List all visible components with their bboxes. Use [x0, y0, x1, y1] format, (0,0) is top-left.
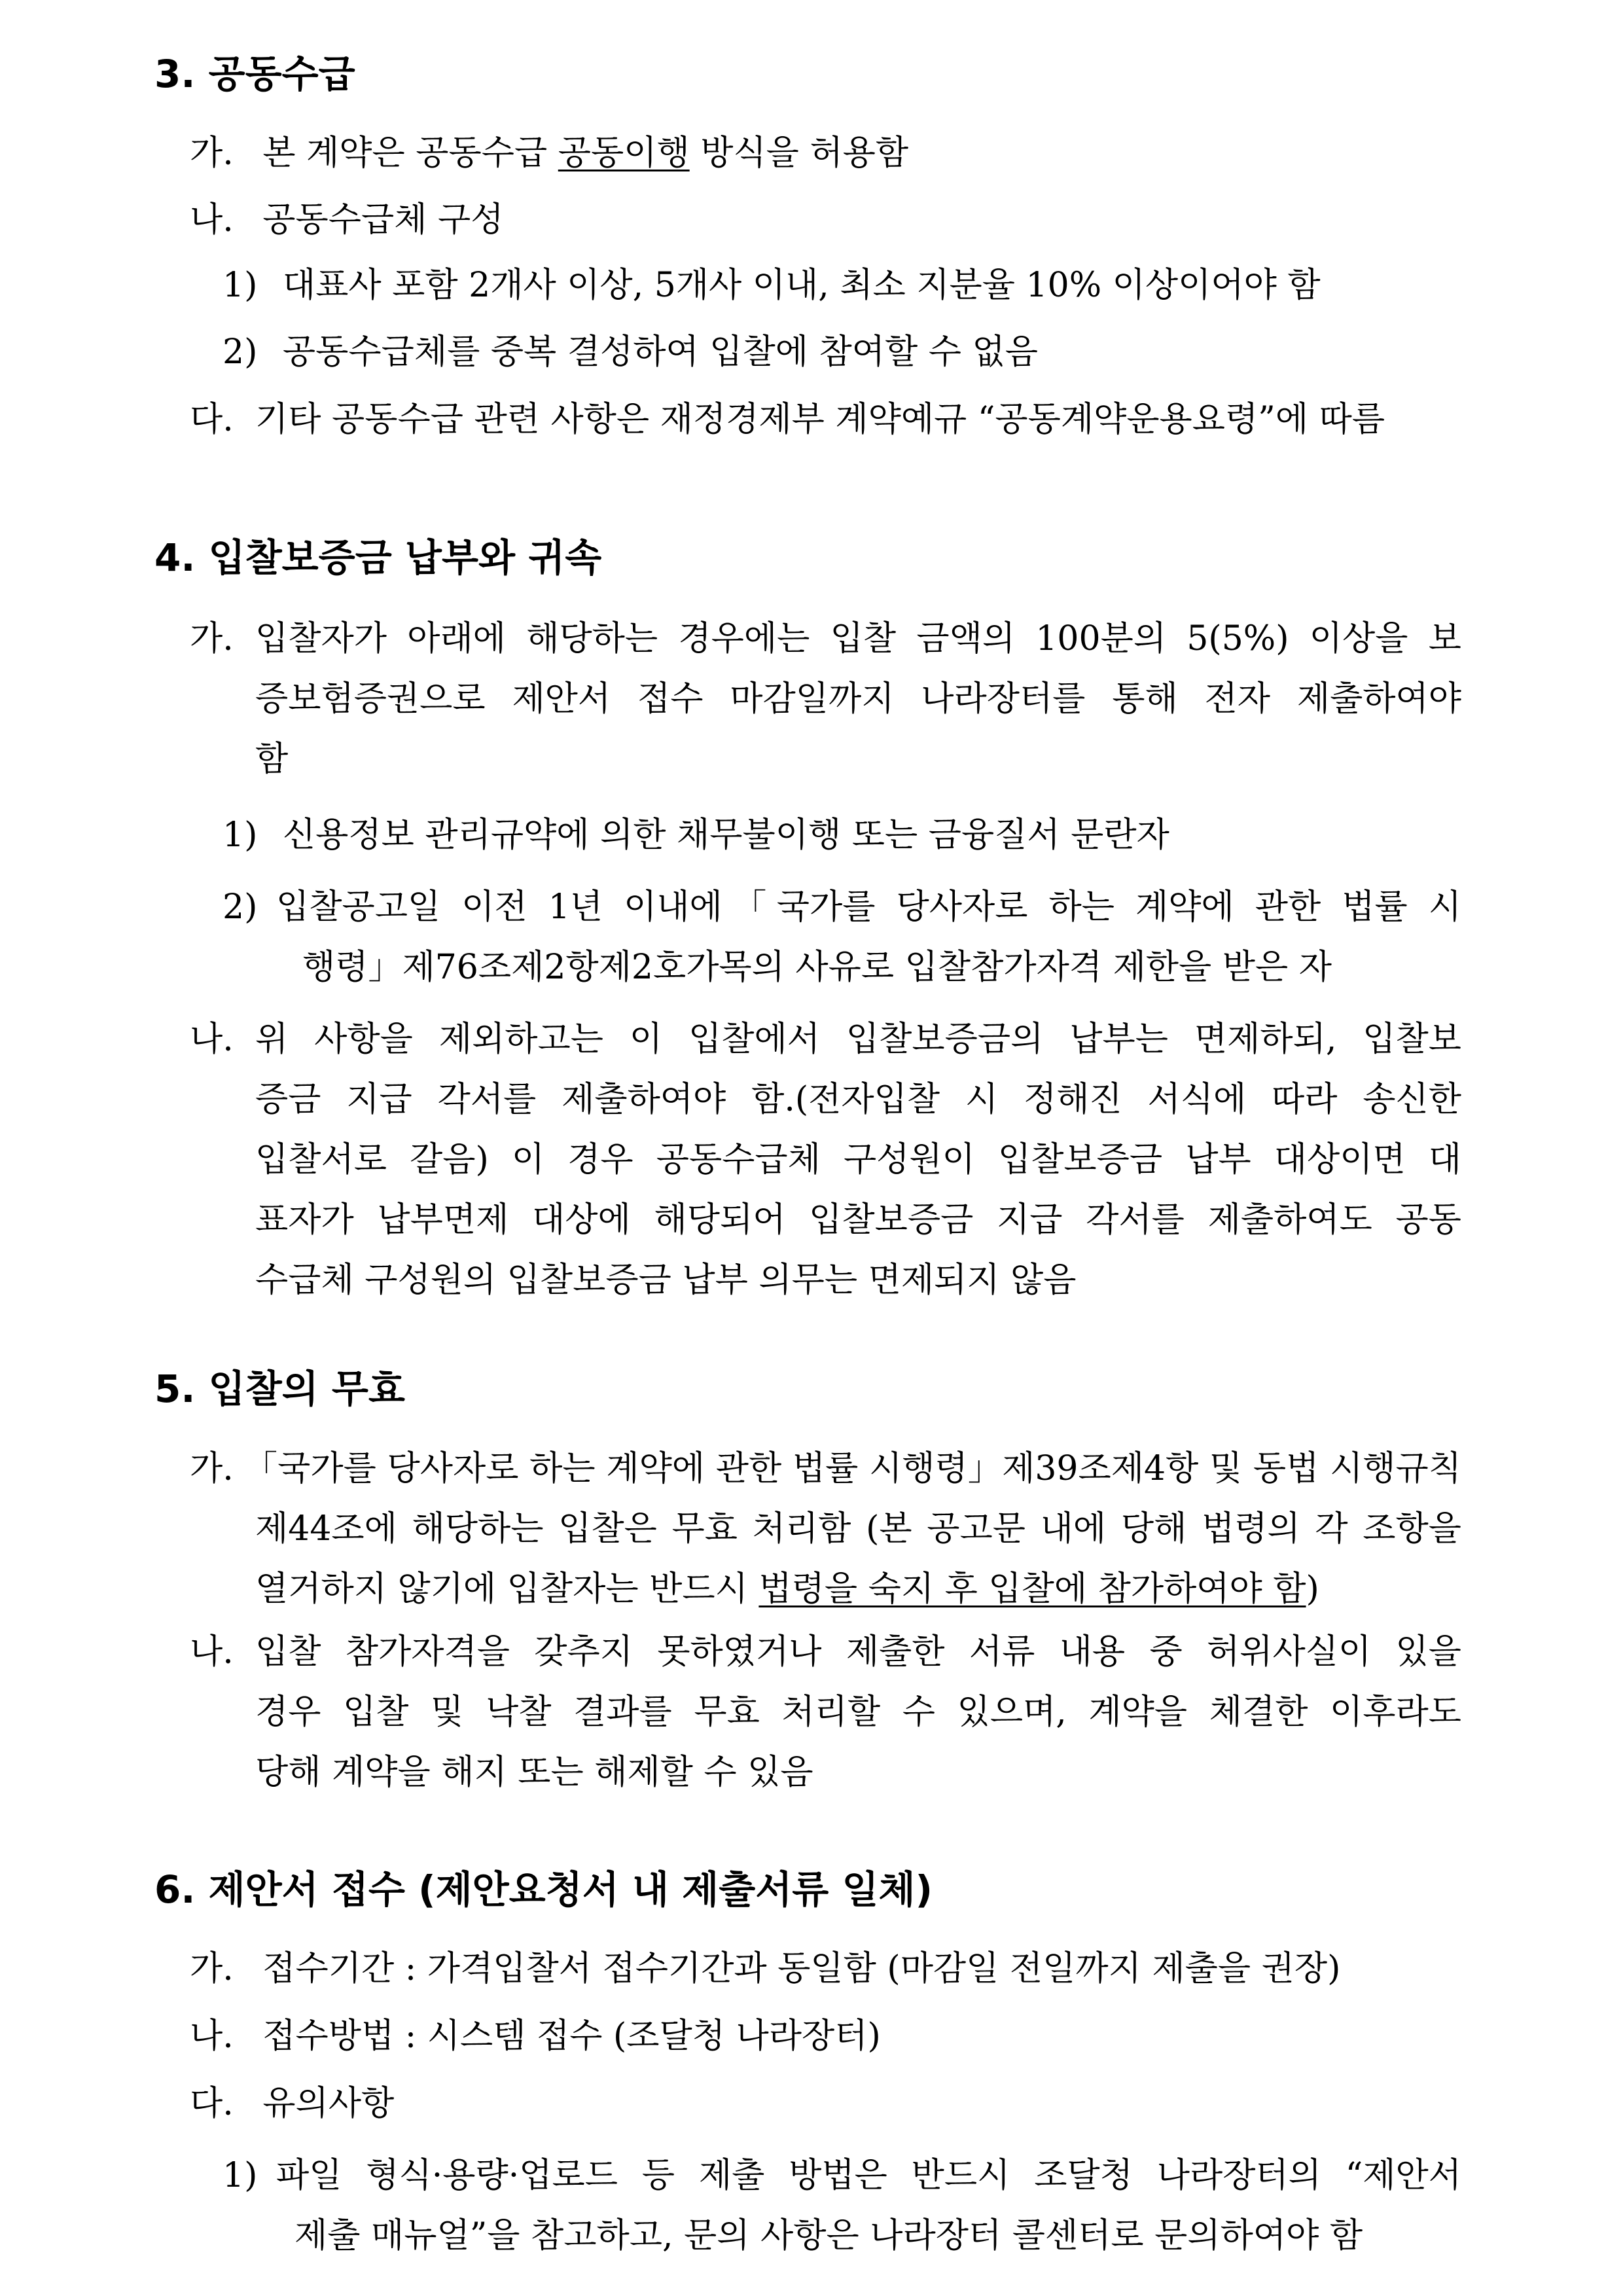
item-3-na-1: [223, 255, 1321, 315]
item-6-ga: [190, 1939, 1340, 1999]
item-marker: 가.: [190, 1949, 234, 1988]
item-marker: 나.: [190, 200, 234, 240]
item-3-na: [190, 190, 503, 250]
item-text: 유의사항: [262, 2084, 395, 2123]
item-text: 대표사 포함 2개사 이상, 5개사 이내, 최소 지분율 10% 이상이어야 함: [282, 266, 1321, 305]
underlined-text: 공동이행: [558, 134, 690, 173]
item-5-na: [190, 1622, 1461, 1803]
item-line: 제44조에 해당하는 입찰은 무효 처리함 (본 공고문 내에 당해 법령의 각 조항을: [255, 1509, 1461, 1549]
item-6-na: [190, 2006, 881, 2066]
item-marker: 가.: [190, 134, 234, 173]
section-3-title: 3. 공동수급: [154, 52, 355, 96]
item-text: 접수방법 : 시스템 접수 (조달청 나라장터): [262, 2017, 881, 2056]
item-marker: 다.: [190, 400, 234, 439]
item-6-da-1: [223, 2145, 1461, 2266]
item-marker: 가.: [190, 619, 234, 658]
item-line: 입찰자가 아래에 해당하는 경우에는 입찰 금액의 100분의 5(5%) 이상을 보: [255, 619, 1461, 658]
item-line: 입찰 참가자격을 갖추지 못하였거나 제출한 서류 내용 중 허위사실이 있을: [255, 1632, 1461, 1672]
item-marker: 1): [223, 816, 258, 855]
item-text: 접수기간 : 가격입찰서 접수기간과 동일함 (마감일 전일까지 제출을 권장): [262, 1949, 1341, 1988]
item-line: 증보험증권으로 제안서 접수 마감일까지 나라장터를 통해 전자 제출하여야: [255, 679, 1461, 719]
item-line: 파일 형식·용량·업로드 등 제출 방법은 반드시 조달청 나라장터의 “제안서: [276, 2156, 1461, 2195]
item-3-da: [190, 389, 1461, 450]
item-text: 기타 공동수급 관련 사항은 재정경제부 계약예규 “공동계약운용요령”에 따름: [255, 400, 1385, 439]
item-line: 행령」제76조제2항제2호가목의 사유로 입찰참가자격 제한을 받은 자: [302, 948, 1332, 987]
item-4-ga-1: [223, 805, 1169, 865]
section-6-title: 6. 제안서 접수 (제안요청서 내 제출서류 일체): [154, 1867, 933, 1912]
item-marker: 1): [223, 2156, 258, 2195]
item-text: 방식을 허용함: [689, 134, 909, 173]
item-marker: 1): [223, 266, 258, 305]
item-line: 표자가 납부면제 대상에 해당되어 입찰보증금 지급 각서를 제출하여도 공동: [255, 1200, 1461, 1240]
item-3-ga: [190, 123, 908, 183]
item-5-ga: [190, 1439, 1461, 1619]
item-text: 본 계약은 공동수급: [262, 134, 558, 173]
item-line: 수급체 구성원의 입찰보증금 납부 의무는 면제되지 않음: [255, 1261, 1077, 1300]
item-marker: 2): [223, 332, 258, 372]
item-text: ): [1306, 1570, 1319, 1609]
section-5-title: 5. 입찰의 무효: [154, 1367, 405, 1411]
item-line: 경우 입찰 및 낙찰 결과를 무효 처리할 수 있으며, 계약을 체결한 이후라도: [255, 1693, 1461, 1732]
item-marker: 2): [223, 888, 258, 927]
item-4-ga: [190, 609, 1461, 789]
item-text: 공동수급체를 중복 결성하여 입찰에 참여할 수 없음: [282, 332, 1038, 372]
item-line: [243, 1559, 1461, 1619]
item-marker: 가.: [190, 1449, 234, 1488]
item-6-da: [190, 2073, 394, 2134]
item-4-ga-2: [223, 877, 1461, 997]
item-line: 제출 매뉴얼”을 참고하고, 문의 사항은 나라장터 콜센터로 문의하여야 함: [294, 2216, 1363, 2255]
item-line: 함: [255, 740, 289, 779]
item-marker: 나.: [190, 1632, 234, 1672]
section-4-title: 4. 입찰보증금 납부와 귀속: [154, 535, 602, 580]
item-line: 증금 지급 각서를 제출하여야 함.(전자입찰 시 정해진 서식에 따라 송신한: [255, 1080, 1461, 1119]
item-line: 입찰공고일 이전 1년 이내에「국가를 당사자로 하는 계약에 관한 법률 시: [276, 888, 1461, 927]
item-line: 위 사항을 제외하고는 이 입찰에서 입찰보증금의 납부는 면제하되, 입찰보: [255, 1020, 1461, 1059]
item-line: 당해 계약을 해지 또는 해제할 수 있음: [255, 1753, 813, 1792]
item-marker: 다.: [190, 2084, 234, 2123]
item-marker: 나.: [190, 2017, 234, 2056]
item-marker: 나.: [190, 1020, 234, 1059]
item-4-na: [190, 1009, 1461, 1310]
item-text: 공동수급체 구성: [262, 200, 504, 240]
item-line: 입찰서로 갈음) 이 경우 공동수급체 구성원이 입찰보증금 납부 대상이면 대: [255, 1140, 1461, 1179]
item-3-na-2: [223, 322, 1038, 382]
item-text: 신용정보 관리규약에 의한 채무불이행 또는 금융질서 문란자: [282, 816, 1169, 855]
item-line: 「국가를 당사자로 하는 계약에 관한 법률 시행령」제39조제4항 및 동법 시행규칙: [243, 1449, 1461, 1488]
item-text: 열거하지 않기에 입찰자는 반드시: [255, 1570, 759, 1609]
underlined-text: 법령을 숙지 후 입찰에 참가하여야 함: [758, 1570, 1306, 1609]
